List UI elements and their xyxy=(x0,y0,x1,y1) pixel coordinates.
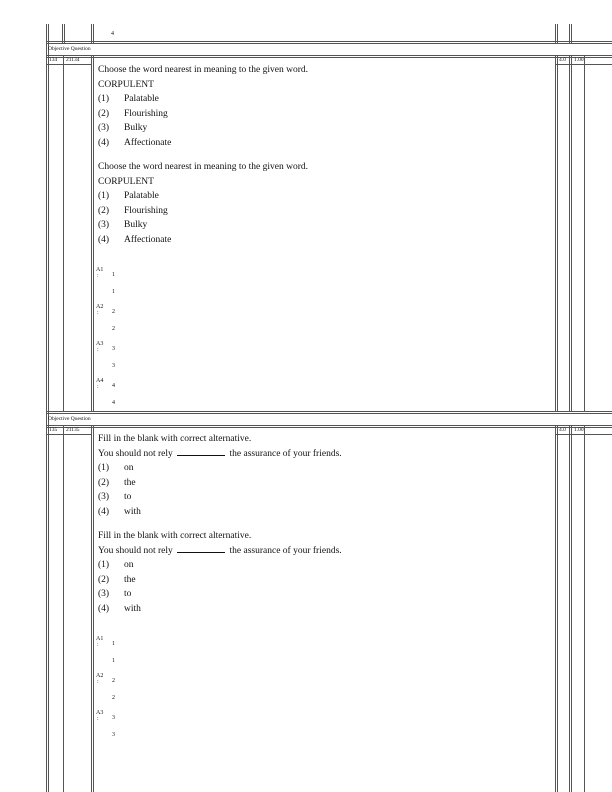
answer-value: 2 xyxy=(112,309,115,315)
option-row xyxy=(98,218,308,233)
question-negative-marks: 1.00 xyxy=(574,57,584,63)
option-number: (1) xyxy=(98,94,110,105)
option-number: (2) xyxy=(98,108,110,119)
option-text: Palatable xyxy=(124,94,159,105)
section-label: Objective Question xyxy=(48,46,91,52)
answer-value: 3 xyxy=(112,715,115,721)
question-subject-word: CORPULENT xyxy=(98,176,154,187)
option-number: (1) xyxy=(98,191,110,202)
answer-value: 2 xyxy=(112,678,115,684)
fill-blank xyxy=(177,546,225,553)
question-block xyxy=(98,529,342,617)
option-text: to xyxy=(124,589,132,600)
answer-colon: : xyxy=(97,347,99,353)
answer-colon: : xyxy=(97,384,99,390)
option-number: (4) xyxy=(98,234,110,245)
answer-label: A4 xyxy=(96,378,104,384)
answer-label: A3 xyxy=(96,341,104,347)
answer-value-repeat: 1 xyxy=(112,658,115,664)
option-number: (2) xyxy=(98,477,110,488)
option-number: (2) xyxy=(98,574,110,585)
answer-colon: : xyxy=(97,642,99,648)
option-row xyxy=(98,505,342,520)
answer-label: A3 xyxy=(96,710,104,716)
option-number: (4) xyxy=(98,137,110,148)
question-marks: 4.0 xyxy=(559,427,566,433)
option-number: (3) xyxy=(98,492,110,503)
answer-colon: : xyxy=(97,716,99,722)
question-serial: 135 xyxy=(49,427,58,433)
answer-value: 1 xyxy=(112,272,115,278)
question-sentence xyxy=(98,447,342,462)
sentence-end: the assurance of your friends. xyxy=(229,545,342,556)
option-number: (2) xyxy=(98,205,110,216)
answer-label: A1 xyxy=(96,267,104,273)
option-row xyxy=(98,490,342,505)
option-text: Affectionate xyxy=(124,137,172,148)
option-number: (3) xyxy=(98,123,110,134)
option-row xyxy=(98,136,308,151)
answer-value: 4 xyxy=(112,383,115,389)
question-prompt: Fill in the blank with correct alternative. xyxy=(98,434,252,444)
option-number: (1) xyxy=(98,463,110,474)
option-text: the xyxy=(124,574,136,585)
question-prompt: Fill in the blank with correct alternative. xyxy=(98,531,252,541)
option-row xyxy=(98,476,342,491)
option-text: on xyxy=(124,560,134,571)
option-row xyxy=(98,233,308,248)
question-marks: 4.0 xyxy=(559,57,566,63)
answer-label: A2 xyxy=(96,304,104,310)
option-text: on xyxy=(124,463,134,474)
answer-label: A2 xyxy=(96,673,104,679)
option-number: (4) xyxy=(98,603,110,614)
answer-value-repeat: 2 xyxy=(112,326,115,332)
answer-value-repeat: 4 xyxy=(112,400,115,406)
answer-value-repeat: 2 xyxy=(112,695,115,701)
fill-blank xyxy=(177,449,225,456)
option-row xyxy=(98,587,342,602)
sentence-end: the assurance of your friends. xyxy=(229,448,342,459)
question-negative-marks: 1.00 xyxy=(574,427,584,433)
question-serial: 134 xyxy=(49,57,58,63)
answer-colon: : xyxy=(97,273,99,279)
sentence-start: You should not rely xyxy=(98,448,173,459)
question-subject-word: CORPULENT xyxy=(98,79,154,90)
question-id: 21135 xyxy=(66,427,80,433)
option-number: (1) xyxy=(98,560,110,571)
option-row xyxy=(98,558,342,573)
answer-value: 3 xyxy=(112,346,115,352)
answer-value-repeat: 3 xyxy=(112,732,115,738)
answer-label: A1 xyxy=(96,636,104,642)
question-prompt: Choose the word nearest in meaning to the given word. xyxy=(98,162,309,172)
previous-answer-fragment: 4 xyxy=(111,31,114,37)
option-row xyxy=(98,602,342,617)
option-text: with xyxy=(124,603,141,614)
option-row xyxy=(98,92,308,107)
option-row xyxy=(98,573,342,588)
option-row xyxy=(98,107,308,122)
option-row xyxy=(98,204,308,219)
option-text: the xyxy=(124,477,136,488)
option-text: Flourishing xyxy=(124,205,168,216)
answer-colon: : xyxy=(97,310,99,316)
option-row xyxy=(98,189,308,204)
option-text: Bulky xyxy=(124,123,148,134)
option-text: Affectionate xyxy=(124,234,172,245)
option-text: with xyxy=(124,506,141,517)
section-label: Objective Question xyxy=(48,416,91,422)
option-text: Bulky xyxy=(124,220,148,231)
option-text: to xyxy=(124,492,132,503)
option-text: Flourishing xyxy=(124,108,168,119)
sentence-start: You should not rely xyxy=(98,545,173,556)
question-block xyxy=(98,432,342,520)
answer-value-repeat: 1 xyxy=(112,289,115,295)
option-number: (3) xyxy=(98,589,110,600)
option-row xyxy=(98,461,342,476)
answer-value-repeat: 3 xyxy=(112,363,115,369)
question-prompt: Choose the word nearest in meaning to the given word. xyxy=(98,65,309,75)
question-block xyxy=(98,63,308,151)
question-sentence xyxy=(98,544,342,559)
question-block xyxy=(98,160,308,248)
answer-value: 1 xyxy=(112,641,115,647)
question-id: 21134 xyxy=(66,57,80,63)
option-row xyxy=(98,121,308,136)
answer-colon: : xyxy=(97,679,99,685)
option-number: (3) xyxy=(98,220,110,231)
option-number: (4) xyxy=(98,506,110,517)
option-text: Palatable xyxy=(124,191,159,202)
